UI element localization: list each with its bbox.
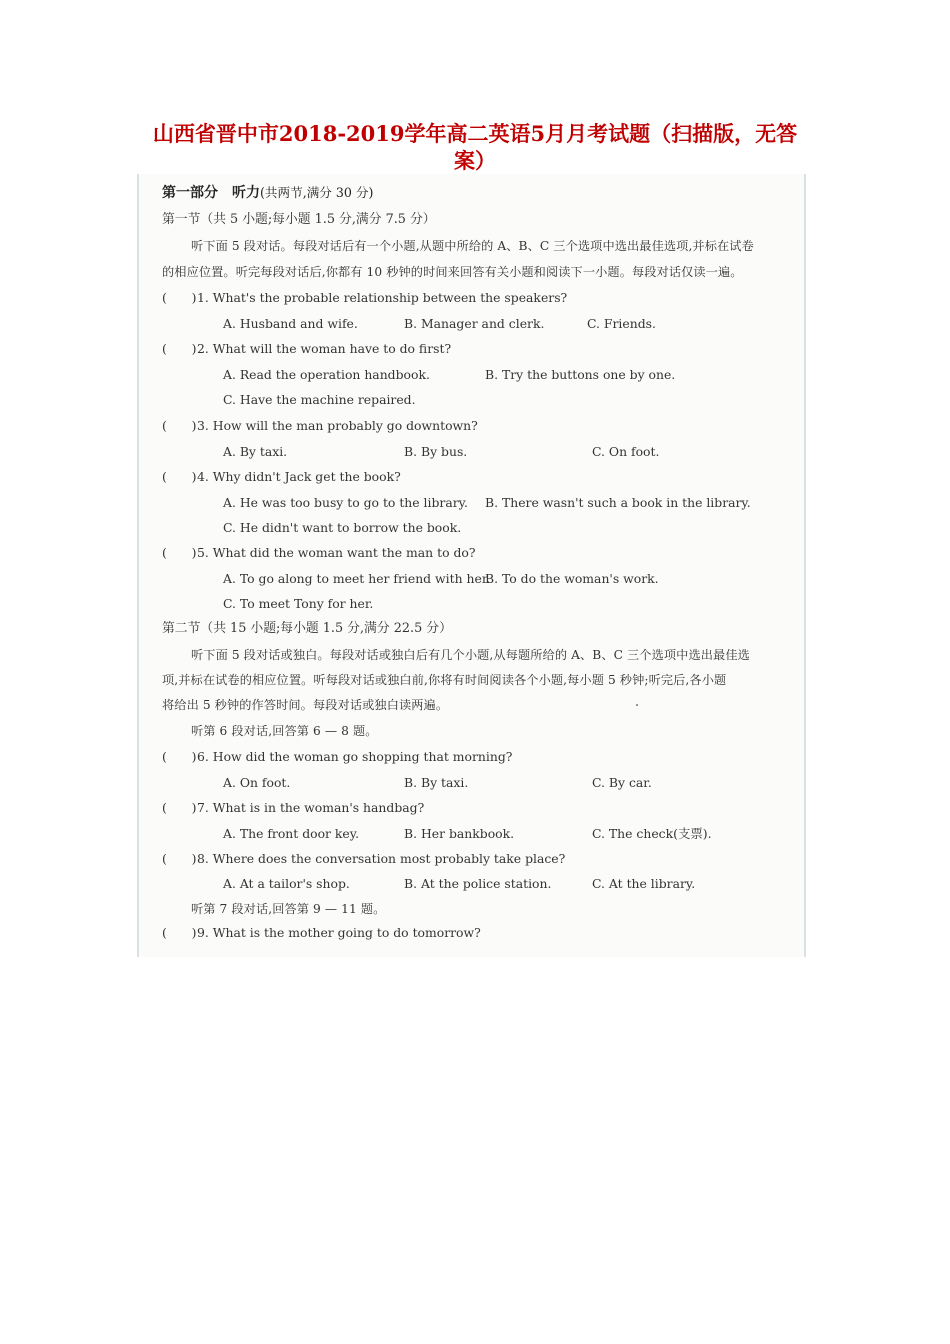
option-c: C. He didn't want to borrow the book.	[223, 520, 462, 535]
answer-blank: ( )	[162, 290, 197, 305]
dialog-6-note: 听第 6 段对话,回答第 6 — 8 题。	[191, 724, 378, 738]
answer-blank: ( )	[162, 925, 197, 940]
option-c: C. Have the machine repaired.	[223, 392, 416, 407]
option-c: C. At the library.	[592, 876, 696, 891]
question-text: What is the mother going to do tomorrow?	[212, 925, 481, 940]
option-a: A. He was too busy to go to the library.	[223, 495, 468, 510]
section-2-heading: 第二节（共 15 小题;每小题 1.5 分,满分 22.5 分）	[162, 621, 452, 636]
part-heading-title: 第一部分 听力	[162, 185, 260, 201]
question-number: 3.	[197, 418, 209, 433]
option-b: B. There wasn't such a book in the library.	[485, 495, 751, 510]
option-a: A. Husband and wife.	[223, 316, 358, 331]
answer-blank: ( )	[162, 851, 197, 866]
dialog-7-note: 听第 7 段对话,回答第 9 — 11 题。	[191, 902, 386, 916]
option-b: B. Try the buttons one by one.	[485, 367, 676, 382]
option-a: A. Read the operation handbook.	[223, 367, 430, 382]
scanned-exam-page	[137, 174, 806, 957]
answer-blank: ( )	[162, 749, 197, 764]
section-1-instructions-line-1: 听下面 5 段对话。每段对话后有一个小题,从题中所给的 A、B、C 三个选项中选出最佳选项,并标在试卷	[191, 239, 754, 253]
question-number: 6.	[197, 749, 209, 764]
question-number: 4.	[197, 469, 209, 484]
section-1-heading: 第一节（共 5 小题;每小题 1.5 分,满分 7.5 分）	[162, 212, 436, 227]
option-a: A. The front door key.	[223, 826, 360, 841]
section-2-instructions-line-3: 将给出 5 秒钟的作答时间。每段对话或独白读两遍。	[162, 698, 449, 712]
question-text: What did the woman want the man to do?	[212, 545, 476, 560]
question-text: What's the probable relationship between the speakers?	[212, 290, 568, 305]
option-b: B. To do the woman's work.	[485, 571, 659, 586]
section-2-instructions-line-2: 项,并标在试卷的相应位置。听每段对话或独白前,你将有时间阅读各个小题,每小题 5 秒钟;听完后,各小题	[162, 673, 727, 687]
question-number: 1.	[197, 290, 209, 305]
document-title-line-2: 案）	[454, 148, 496, 173]
answer-blank: ( )	[162, 418, 197, 433]
option-c: C. Friends.	[587, 316, 656, 331]
question-text: What is in the woman's handbag?	[212, 800, 425, 815]
question-text: How did the woman go shopping that morning?	[212, 749, 513, 764]
section-2-instructions-line-1: 听下面 5 段对话或独白。每段对话或独白后有几个小题,从每题所给的 A、B、C 三个选项中选出最佳选	[191, 648, 750, 662]
option-b: B. Her bankbook.	[404, 826, 515, 841]
option-a: A. On foot.	[223, 775, 291, 790]
part-heading	[162, 185, 373, 201]
section-1-instructions-line-2: 的相应位置。听完每段对话后,你都有 10 秒钟的时间来回答有关小题和阅读下一小题。每段对话仅读一遍。	[162, 265, 743, 279]
document-title-line-1: 山西省晋中市2018-2019学年高二英语5月月考试题（扫描版，无答	[152, 121, 798, 146]
option-a: A. By taxi.	[223, 444, 288, 459]
question-text: How will the man probably go downtown?	[212, 418, 478, 433]
option-b: B. By bus.	[404, 444, 468, 459]
question-text: What will the woman have to do first?	[212, 341, 452, 356]
option-b: B. By taxi.	[404, 775, 469, 790]
part-heading-note: (共两节,满分 30 分)	[260, 185, 374, 200]
option-c: C. To meet Tony for her.	[223, 596, 374, 611]
scan-speck	[636, 704, 638, 706]
answer-blank: ( )	[162, 469, 197, 484]
option-b: B. At the police station.	[404, 876, 552, 891]
answer-blank: ( )	[162, 800, 197, 815]
option-a: A. At a tailor's shop.	[223, 876, 350, 891]
question-number: 2.	[197, 341, 209, 356]
answer-blank: ( )	[162, 341, 197, 356]
question-text: Why didn't Jack get the book?	[212, 469, 401, 484]
option-c: C. On foot.	[592, 444, 660, 459]
option-b: B. Manager and clerk.	[404, 316, 545, 331]
document-title	[120, 120, 830, 174]
option-c: C. By car.	[592, 775, 652, 790]
question-number: 9.	[197, 925, 209, 940]
answer-blank: ( )	[162, 545, 197, 560]
question-text: Where does the conversation most probably take place?	[212, 851, 566, 866]
question-number: 5.	[197, 545, 209, 560]
question-number: 8.	[197, 851, 209, 866]
option-c: C. The check(支票).	[592, 826, 712, 841]
question-number: 7.	[197, 800, 209, 815]
option-a: A. To go along to meet her friend with her.	[223, 571, 491, 586]
